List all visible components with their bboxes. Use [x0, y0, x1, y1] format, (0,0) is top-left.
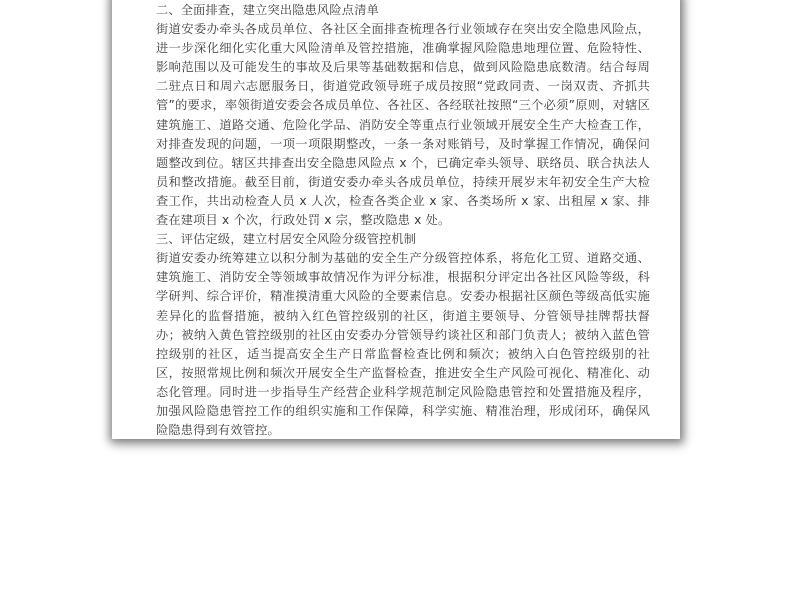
section-paragraph-three: 街道安委办统筹建立以积分制为基础的安全生产分级管控体系，将危化工贸、道路交通、建筑施工、消防安全等领域事故情况作为评分标准，根据积分评定出各社区风险等级，科学研判、综合评价，精准摸清重大风险的全要素信息。安委办根据社区颜色等级高低实施差异化的监督措施，被纳入红色管控级别的社区，街道主要领导、分管领导挂牌帮扶督办；被纳入黄色管控级别的社区由安委办分管领导约谈社区和部门负责人；被纳入蓝色管控级别的社区，适当提高安全生产日常监督检查比例和频次；被纳入白色管控级别的社区，按照常规比例和频次开展安全生产监督检查，推进安全生产风险可视化、精准化、动态化管理。同时进一步指导生产经营企业科学规范制定风险隐患管控和处置措施及程序，加强风险隐患管控工作的组织实施和工作保障，科学实施、精准治理，形成闭环，确保风险隐患得到有效管控。 [156, 251, 650, 438]
section-heading-three: 三、评估定级，建立村居安全风险分级管控机制 [156, 232, 417, 247]
section-paragraph-two: 街道安委办牵头各成员单位、各社区全面排查梳理各行业领域存在突出安全隐患风险点，进一步深化细化实化重大风险清单及管控措施，准确掌握风险隐患地理位置、危险特性、影响范围以及可能发生的事故及后果等基础数据和信息，做到风险隐患底数清。结合每周二驻点日和周六志愿服务日，街道党政领导班子成员按照“党政同责、一岗双责、齐抓共管”的要求，率领街道安委会各成员单位、各社区、各经联社按照“三个必须”原则，对辖区建筑施工、道路交通、危险化学品、消防安全等重点行业领域开展安全生产大检查工作，对排查发现的问题，一项一项限期整改，一条一条对账销号，及时掌握工作情况，确保问题整改到位。辖区共排查出安全隐患风险点 x 个，已确定牵头领导、联络员、联合执法人员和整改措施。截至目前，街道安委办牵头各成员单位，持续开展岁末年初安全生产大检查工作，共出动检查人员 x 人次，检查各类企业 x 家、各类场所 x 家、出租屋 x 家、排查在建项目 x 个次，行政处罚 x 宗，整改隐患 x 处。 [156, 22, 650, 228]
section-heading-two: 二、全面排查，建立突出隐患风险点清单 [156, 3, 379, 17]
document-page [112, 0, 680, 439]
document-body [156, 1, 650, 440]
